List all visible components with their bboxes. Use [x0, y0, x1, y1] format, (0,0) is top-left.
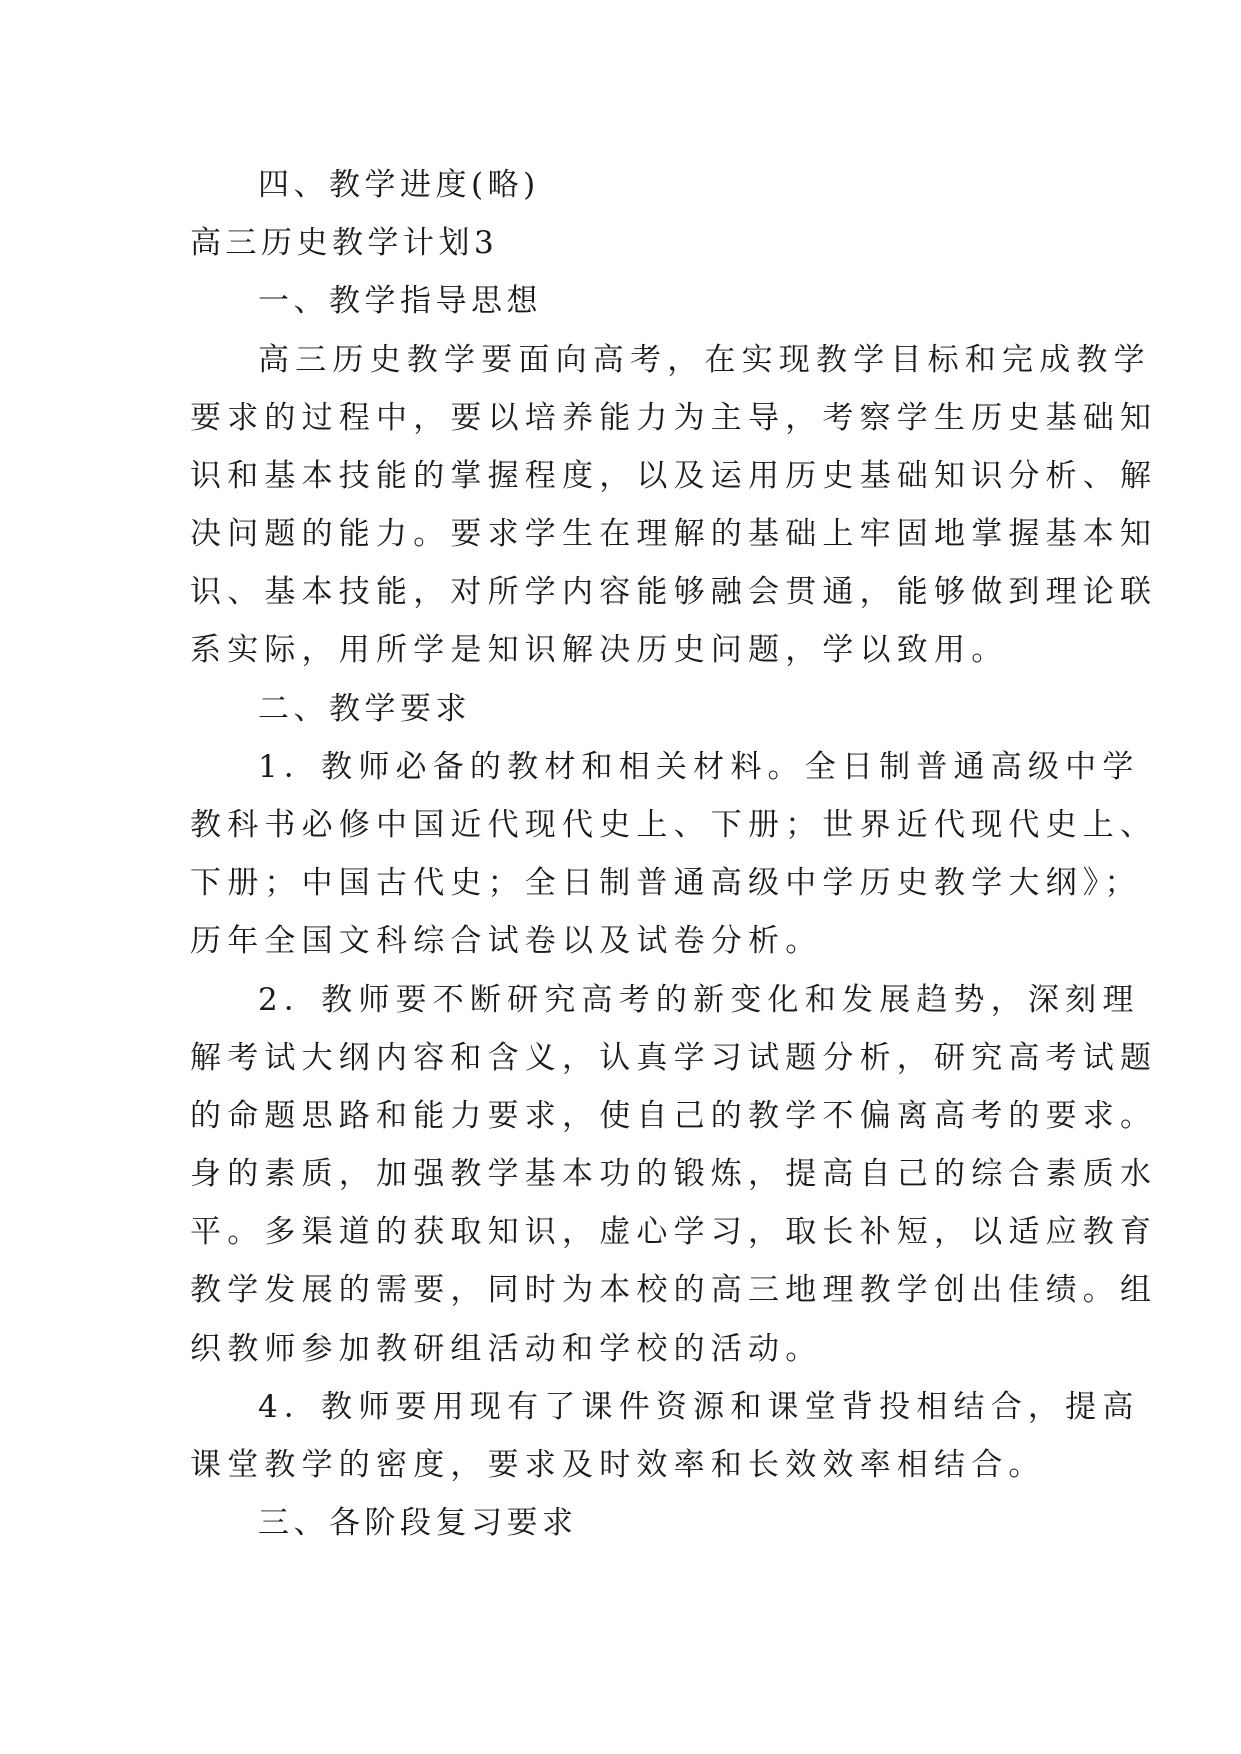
section-heading-review-stages: 三、各阶段复习要求	[258, 1505, 578, 1541]
paragraph-line: 下册；中国古代史；全日制普通高级中学历史教学大纲》；	[190, 865, 1142, 901]
paragraph-line: 识、基本技能，对所学内容能够融会贯通，能够做到理论联	[190, 574, 1158, 610]
paragraph-line: 平。多渠道的获取知识，虚心学习，取长补短，以适应教育	[190, 1214, 1158, 1250]
paragraph-line: 课堂教学的密度，要求及时效率和长效效率相结合。	[190, 1447, 1046, 1483]
paragraph-line: 教科书必修中国近代现代史上、下册；世界近代现代史上、	[190, 807, 1158, 843]
document-title: 高三历史教学计划3	[190, 225, 499, 261]
paragraph-line: 解考试大纲内容和含义，认真学习试题分析，研究高考试题	[190, 1040, 1158, 1076]
paragraph-line: 教学发展的需要，同时为本校的高三地理教学创出佳绩。组	[190, 1272, 1158, 1308]
paragraph-line: 识和基本技能的掌握程度，以及运用历史基础知识分析、解	[190, 458, 1158, 494]
paragraph-line: 2．教师要不断研究高考的新变化和发展趋势，深刻理	[258, 982, 1140, 1018]
paragraph-line: 的命题思路和能力要求，使自己的教学不偏离高考的要求。	[190, 1098, 1158, 1134]
paragraph-line: 身的素质，加强教学基本功的锻炼，提高自己的综合素质水	[190, 1156, 1158, 1192]
paragraph-line: 4．教师要用现有了课件资源和课堂背投相结合，提高	[258, 1389, 1140, 1425]
paragraph-line: 系实际，用所学是知识解决历史问题，学以致用。	[190, 632, 1009, 668]
section-heading-requirements: 二、教学要求	[258, 691, 471, 727]
paragraph-line: 要求的过程中，要以培养能力为主导，考察学生历史基础知	[190, 400, 1158, 436]
paragraph-line: 决问题的能力。要求学生在理解的基础上牢固地掌握基本知	[190, 516, 1158, 552]
section-heading-progress: 四、教学进度(略)	[258, 167, 540, 203]
section-heading-guiding-thought: 一、教学指导思想	[258, 283, 542, 319]
paragraph-line: 高三历史教学要面向高考，在实现教学目标和完成教学	[258, 342, 1151, 378]
paragraph-line: 织教师参加教研组活动和学校的活动。	[190, 1331, 823, 1367]
paragraph-line: 历年全国文科综合试卷以及试卷分析。	[190, 923, 823, 959]
paragraph-line: 1．教师必备的教材和相关材料。全日制普通高级中学	[258, 749, 1140, 785]
